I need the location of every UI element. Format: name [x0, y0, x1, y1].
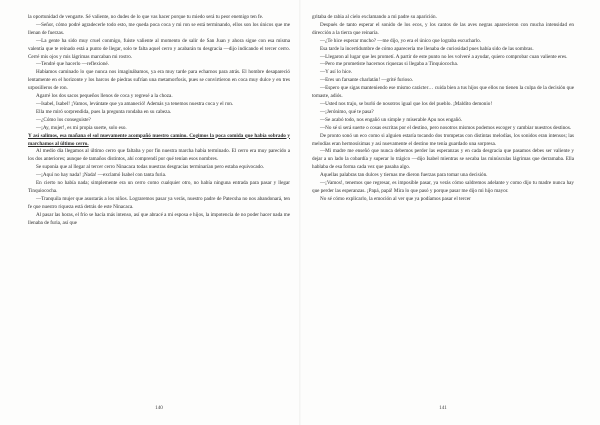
paragraph: De pronto sonó un eco como si alguien estaría tocando dos trompetas con distintas melodías, los sonidos eran intensos; las melodías eran hermosísimas y así nuevamente el destino me tenía guardado una sorpresa. — [312, 132, 574, 147]
paragraph: No sé cómo explicarlo, la emoción al ver que ya podíamos pasar el tercer — [320, 195, 471, 202]
paragraph: —Llegaron al lugar que les prometí. A partir de este punto no les volveré a ayudar, quiero comprobar cuan valiente eres. — [320, 53, 568, 60]
paragraph: —Señor, cómo podré agradecerle todo esto, me queda poca coca y mi ron se está terminando, ellos son los únicos que me llenan de fuerzas. — [28, 21, 290, 36]
paragraph: —Espero que sigas manteniendo ese mismo carácter… cuida bien a tus hijos que ellos no tienen la culpa de la decisión que tomaste, adiós. — [312, 85, 574, 100]
paragraph: —¿Cómo los conseguiste? — [36, 116, 91, 123]
paragraph: Ella me miró sorprendida, pues la pregunta rondaba en su cabeza. — [36, 108, 172, 115]
paragraph: —Tranquila mujer que asustarás a los niños. Lograremos pasar ya verás, nuestro padre de Patecsha no nos abandonará, ten fe que nuestro riqueza está detrás de este Ninacaca. — [28, 195, 290, 210]
paragraph: —Eres un farsante charlatán! —grité furioso. — [320, 77, 414, 84]
paragraph: Esa tarde la incertidumbre de cómo aparecería me llenaba de curiosidad pues había sido de las sombras. — [320, 45, 534, 52]
paragraph: Se suponía que al llegar al tercer cerro Ninacaca todas nuestras desgracias terminarían pero estaba equivocado. — [36, 164, 265, 171]
paragraph: —No sé si será suerte o cosas escritas por el destino, pero nosotros mismos podemos escoger y cambiar nuestros destinos. — [320, 124, 572, 131]
paragraph: —Pero me prometiste hacernos riquezas si llegaba a Tinquiococha. — [320, 61, 459, 68]
paragraph: —Tendré que hacerlo —reflexioné. — [36, 61, 110, 68]
page-number-right: 141 — [439, 405, 447, 411]
book-gutter — [299, 0, 301, 425]
paragraph: Después de tanto esperar el sonido de los ecos, y los cantos de las aves negras aparecieron con mucha intensidad en dirección a la tierra que reinaría. — [312, 21, 574, 36]
paragraph: Y así salimos, esa mañana el sol nuevamente acompañó nuestro camino. Cogimos la poca comida que había sobrado y marchamos al último cerro. — [28, 132, 290, 147]
paragraph: gritaba de rabia al cielo exclamando a mi padre su aparición. — [312, 14, 437, 20]
paragraph: Agarré los dos sacos pequeños llenos de coca y regresé a la choza. — [36, 93, 173, 100]
paragraph: —Isabel, Isabel! ¡Vamos, levántate que ya amaneció! Además ya tenemos nuestra coca y el ron. — [36, 100, 234, 107]
paragraph: —Mi madre me enseñó que nunca debemos perder las esperanzas y en cada desgracia que pasamos debes ser valiente y dejar a un lado la cobardía y superar lo trágico —dijo Isabel mientras se secaba las minúsculas lágrimas que derramaba. Ella hablaba de esa forma cada vez que pasaba algo. — [312, 148, 574, 171]
paragraph: En cierto no había nada; simplemente era un cerro como cualquier otro, no había ninguna entrada para pasar y llegar Tinquiococha. — [28, 180, 290, 194]
paragraph: —¡Jerónimo, qué te pasa? — [320, 108, 374, 115]
right-page — [312, 14, 574, 412]
paragraph: Al pasar las horas, el frío se hacía más intenso, así que abracé a mi esposa e hijos, la impotencia de no poder hacer nada me llenaba de furia, así que — [28, 211, 290, 226]
paragraph: Habíamos caminado lo que nunca nos imaginábamos, ya era muy tarde para echarnos para atrás. El hombre desapareció lentamente en el horizonte y los barcos de piedras sufrían una metamorfosis, pues se convirtieron en coca muy dulce y en tres urposilleros de ron. — [28, 69, 290, 92]
paragraph: —Usted nos trajo, se burló de nosotros igual que los del pueblo. ¡Maldito demonio! — [320, 100, 493, 107]
right-page-body — [312, 14, 574, 204]
paragraph: —La gente ha sido muy cruel conmigo, fuiste valiente al momento de salir de San Juan y ahora sigue con esa misma valentía que te reinado está a punto de llegar, solo te falta aquel cerro y acabarán tu desgracia —dijo indicando el tercer cerro. Cerré mis ojos y mis lágrimas marcaban mi rostro. — [28, 37, 290, 60]
paragraph: Al medio día llegamos al último cerro que faltaba y por fin nuestra marcha había terminado. El cerro era muy parecido a los dos anteriores; aunque de tamaños distintos, ahí comprendí por qué tenían esos nombres. — [28, 148, 290, 163]
left-page — [28, 14, 290, 412]
page-number-left: 140 — [155, 405, 163, 411]
paragraph: —Se acabó todo, nos engañó un simple y miserable Apu nos engañó. — [320, 116, 463, 123]
paragraph: —¡Ay, mujer!, es mi propia suerte, solo eso. — [36, 124, 127, 131]
left-page-body — [28, 14, 290, 227]
paragraph: —¡Aquí no hay nada! ¡Nada! —exclamó Isabel con tanta furia. — [36, 172, 167, 179]
paragraph: —Y así lo hice. — [320, 69, 353, 76]
paragraph: —¿Te hice esperar mucho? —me dijo, yo era el único que lograba escucharlo. — [320, 37, 481, 44]
paragraph: —¡Vamos!, tenemos que regresar, es imposible pasar, ya verás cómo saldremos adelante y como dijo tu madre nunca hay que perder las esperanzas. ¡Papá, papá! Mira lo que pasó y porque pasar me dijo mi hijo mayor. — [312, 180, 574, 194]
paragraph: la oportunidad de vengarte. Sé valiente, no dudes de lo que vas hacer porque tu miedo será tu peor enemigo ten fe. — [28, 14, 264, 20]
paragraph: Aquellas palabras tan dulces y tiernas me dieron fuerzas para tomar una decisión. — [320, 172, 488, 179]
